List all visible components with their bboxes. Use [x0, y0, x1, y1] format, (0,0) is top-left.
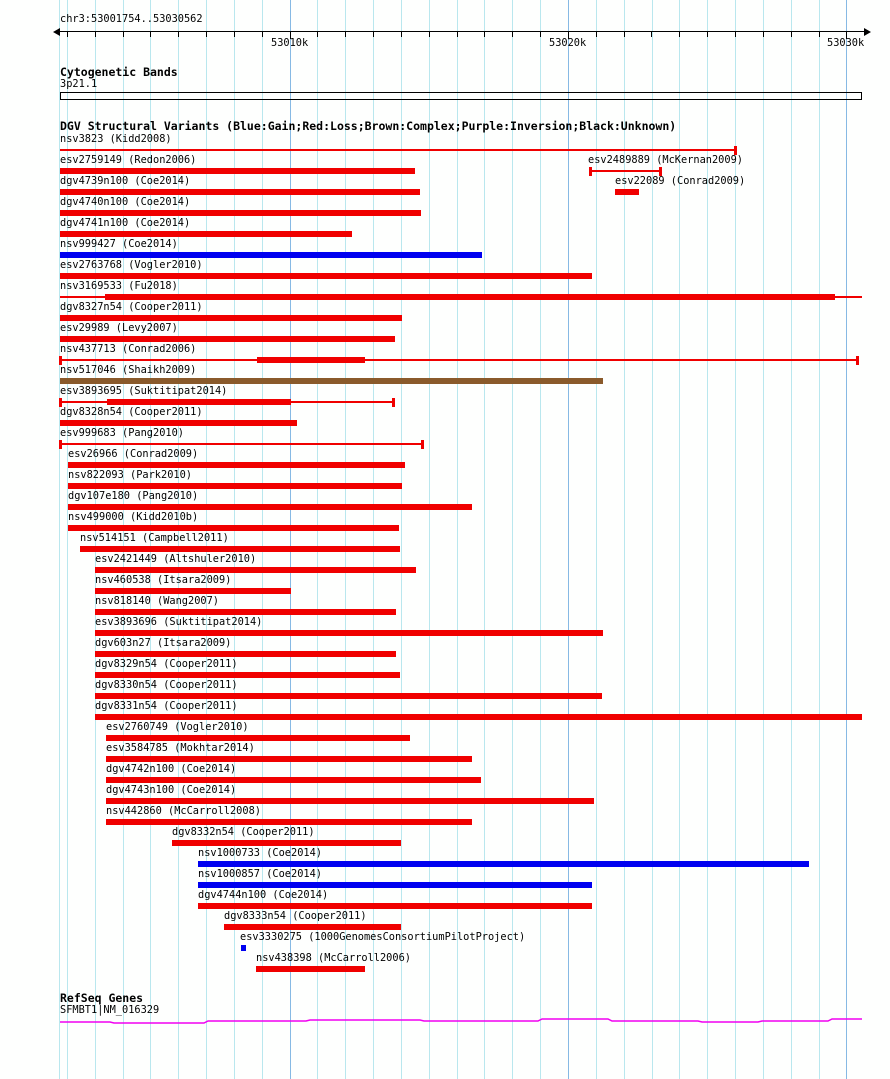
ruler-minor-tick — [150, 32, 151, 37]
ruler-minor-tick — [679, 32, 680, 37]
variant-label[interactable]: dgv8327n54 (Cooper2011) — [60, 301, 203, 313]
variant-label[interactable]: esv3893696 (Suktitipat2014) — [95, 616, 263, 628]
variant-bar[interactable] — [95, 567, 416, 573]
variant-label[interactable]: nsv3169533 (Fu2018) — [60, 280, 178, 292]
ruler-minor-tick — [206, 32, 207, 37]
variant-label[interactable]: dgv4741n100 (Coe2014) — [60, 217, 191, 229]
variant-label[interactable]: dgv8330n54 (Cooper2011) — [95, 679, 238, 691]
variant-label[interactable]: nsv818140 (Wang2007) — [95, 595, 219, 607]
variant-label[interactable]: esv2489889 (McKernan2009) — [588, 154, 743, 166]
variant-label[interactable]: nsv1000857 (Coe2014) — [198, 868, 322, 880]
variant-bar[interactable] — [256, 966, 365, 972]
ruler-minor-tick — [763, 32, 764, 37]
variant-label[interactable]: dgv603n27 (Itsara2009) — [95, 637, 232, 649]
variant-label[interactable]: esv2759149 (Redon2006) — [60, 154, 197, 166]
ruler-tick-label: 53030k — [827, 37, 865, 49]
ruler-minor-tick — [707, 32, 708, 37]
variant-range-end-tick — [856, 356, 859, 365]
ruler-minor-tick — [67, 32, 68, 37]
ruler-minor-tick — [624, 32, 625, 37]
variant-bar[interactable] — [107, 399, 291, 405]
ruler-minor-tick — [540, 32, 541, 37]
variant-bar[interactable] — [106, 777, 481, 783]
variant-bar[interactable] — [95, 714, 862, 720]
variant-bar[interactable] — [106, 735, 410, 741]
gene-structure-line[interactable] — [0, 1014, 890, 1028]
ruler-minor-tick — [512, 32, 513, 37]
ruler-left-arrow-icon — [53, 28, 60, 36]
variant-label[interactable]: nsv442860 (McCarroll2008) — [106, 805, 261, 817]
variant-bar[interactable] — [60, 378, 603, 384]
gridline-major — [568, 0, 569, 1079]
variant-bar[interactable] — [106, 819, 472, 825]
variant-label[interactable]: esv3330275 (1000GenomesConsortiumPilotProject) — [240, 931, 526, 943]
gridline-minor — [512, 0, 513, 1079]
variant-label[interactable]: esv3893695 (Suktitipat2014) — [60, 385, 228, 397]
variant-label[interactable]: esv2421449 (Altshuler2010) — [95, 553, 257, 565]
section-title-refseq-genes: RefSeq Genes — [60, 991, 144, 1005]
variant-bar[interactable] — [106, 756, 472, 762]
ruler-minor-tick — [735, 32, 736, 37]
section-title-dgv-variants: DGV Structural Variants (Blue:Gain;Red:Loss;Brown:Complex;Purple:Inversion;Black:Unknown) — [60, 119, 677, 133]
variant-label[interactable]: nsv514151 (Campbell2011) — [80, 532, 229, 544]
ruler-minor-tick — [596, 32, 597, 37]
gridline-minor — [791, 0, 792, 1079]
variant-label[interactable]: dgv4742n100 (Coe2014) — [106, 763, 237, 775]
ruler-minor-tick — [234, 32, 235, 37]
variant-label[interactable]: nsv3823 (Kidd2008) — [60, 133, 172, 145]
variant-bar[interactable] — [68, 483, 402, 489]
variant-label[interactable]: dgv4739n100 (Coe2014) — [60, 175, 191, 187]
variant-label[interactable]: dgv4744n100 (Coe2014) — [198, 889, 329, 901]
region-coordinates: chr3:53001754..53030562 — [60, 13, 203, 25]
ruler-minor-tick — [484, 32, 485, 37]
gridline-major — [846, 0, 847, 1079]
gridline-minor — [819, 0, 820, 1079]
variant-label[interactable]: esv2763768 (Vogler2010) — [60, 259, 203, 271]
variant-label[interactable]: dgv107e180 (Pang2010) — [68, 490, 199, 502]
variant-bar[interactable] — [172, 840, 401, 846]
cytoband-label: 3p21.1 — [60, 78, 98, 90]
variant-bar[interactable] — [60, 336, 395, 342]
variant-label[interactable]: dgv8331n54 (Cooper2011) — [95, 700, 238, 712]
variant-bar[interactable] — [95, 609, 396, 615]
variant-label[interactable]: nsv460538 (Itsara2009) — [95, 574, 232, 586]
variant-bar[interactable] — [60, 189, 420, 195]
variant-range-end-tick — [59, 440, 62, 449]
variant-range-end-tick — [392, 398, 395, 407]
gene-label[interactable]: SFMBT1|NM_016329 — [60, 1004, 160, 1016]
gridline-minor — [540, 0, 541, 1079]
variant-label[interactable]: esv2760749 (Vogler2010) — [106, 721, 249, 733]
variant-label[interactable]: esv3584785 (Mokhtar2014) — [106, 742, 255, 754]
ruler-minor-tick — [317, 32, 318, 37]
ruler-minor-tick — [345, 32, 346, 37]
variant-label[interactable]: nsv517046 (Shaikh2009) — [60, 364, 197, 376]
variant-range-end-tick — [421, 440, 424, 449]
variant-bar[interactable] — [257, 357, 365, 363]
ruler-minor-tick — [401, 32, 402, 37]
ruler-minor-tick — [123, 32, 124, 37]
gridline-minor — [763, 0, 764, 1079]
variant-bar[interactable] — [198, 861, 809, 867]
variant-bar[interactable] — [60, 273, 592, 279]
ruler-tick-label: 53020k — [549, 37, 587, 49]
variant-range-line[interactable] — [60, 149, 736, 151]
ruler-minor-tick — [373, 32, 374, 37]
variant-label[interactable]: esv22089 (Conrad2009) — [615, 175, 746, 187]
variant-label[interactable]: nsv999427 (Coe2014) — [60, 238, 178, 250]
variant-label[interactable]: dgv8328n54 (Cooper2011) — [60, 406, 203, 418]
variant-label[interactable]: nsv499000 (Kidd2010b) — [68, 511, 199, 523]
cytoband-box[interactable] — [60, 92, 862, 100]
variant-range-end-tick — [589, 167, 592, 176]
ruler-minor-tick — [457, 32, 458, 37]
ruler-minor-tick — [791, 32, 792, 37]
ruler-minor-tick — [95, 32, 96, 37]
variant-bar[interactable] — [95, 693, 602, 699]
variant-bar[interactable] — [60, 168, 415, 174]
gridline-minor — [373, 0, 374, 1079]
variant-bar[interactable] — [95, 672, 400, 678]
variant-label[interactable]: nsv822093 (Park2010) — [68, 469, 192, 481]
variant-bar[interactable] — [60, 231, 352, 237]
variant-bar[interactable] — [68, 504, 472, 510]
ruler-minor-tick — [178, 32, 179, 37]
variant-bar[interactable] — [105, 294, 835, 300]
variant-bar[interactable] — [60, 420, 297, 426]
ruler-right-arrow-icon — [864, 28, 871, 36]
variant-label[interactable]: esv29989 (Levy2007) — [60, 322, 178, 334]
ruler-minor-tick — [429, 32, 430, 37]
variant-bar[interactable] — [224, 924, 401, 930]
variant-label[interactable]: dgv8329n54 (Cooper2011) — [95, 658, 238, 670]
variant-bar[interactable] — [241, 945, 246, 951]
gridline-minor — [457, 0, 458, 1079]
ruler-minor-tick — [262, 32, 263, 37]
variant-range-line[interactable] — [60, 443, 423, 445]
variant-label[interactable]: dgv8332n54 (Cooper2011) — [172, 826, 315, 838]
variant-label[interactable]: esv26966 (Conrad2009) — [68, 448, 199, 460]
variant-label[interactable]: dgv8333n54 (Cooper2011) — [224, 910, 367, 922]
variant-label[interactable]: dgv4743n100 (Coe2014) — [106, 784, 237, 796]
variant-bar[interactable] — [95, 651, 396, 657]
variant-bar[interactable] — [68, 462, 405, 468]
variant-bar[interactable] — [80, 546, 400, 552]
variant-bar[interactable] — [60, 210, 421, 216]
variant-range-line[interactable] — [60, 359, 858, 361]
variant-label[interactable]: esv999683 (Pang2010) — [60, 427, 184, 439]
variant-bar[interactable] — [198, 903, 592, 909]
variant-bar[interactable] — [198, 882, 592, 888]
variant-label[interactable]: nsv437713 (Conrad2006) — [60, 343, 197, 355]
ruler-minor-tick — [819, 32, 820, 37]
variant-bar[interactable] — [615, 189, 639, 195]
gridline-minor — [401, 0, 402, 1079]
variant-bar[interactable] — [68, 525, 399, 531]
variant-bar[interactable] — [60, 315, 402, 321]
variant-label[interactable]: dgv4740n100 (Coe2014) — [60, 196, 191, 208]
variant-label[interactable]: nsv1000733 (Coe2014) — [198, 847, 322, 859]
variant-bar[interactable] — [95, 630, 603, 636]
variant-bar[interactable] — [60, 252, 482, 258]
gridline-minor — [429, 0, 430, 1079]
ruler-tick-label: 53010k — [271, 37, 309, 49]
variant-range-line[interactable] — [590, 170, 661, 172]
gridline-minor — [484, 0, 485, 1079]
variant-bar[interactable] — [95, 588, 291, 594]
variant-bar[interactable] — [106, 798, 594, 804]
ruler-minor-tick — [651, 32, 652, 37]
variant-label[interactable]: nsv438398 (McCarroll2006) — [256, 952, 411, 964]
section-title-cytogenetic-bands: Cytogenetic Bands — [60, 65, 178, 79]
